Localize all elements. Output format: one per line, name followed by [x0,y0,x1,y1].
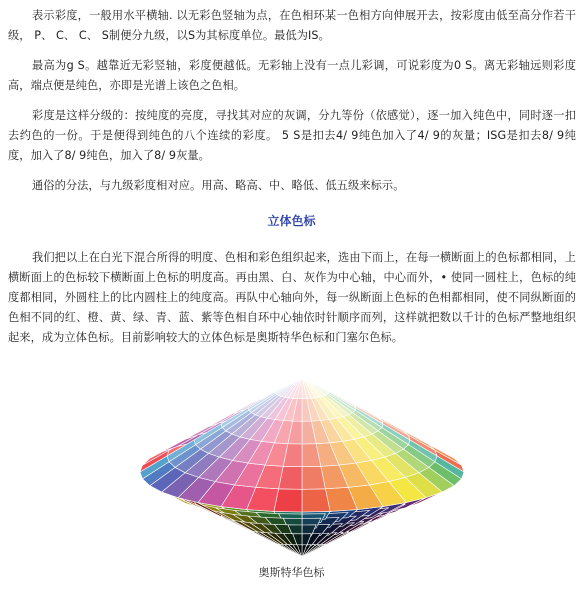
section-title: 立体色标 [267,214,316,228]
color-chip [302,489,330,512]
paragraph-five-levels: 通俗的分法，与九级彩度相对应。用高、略高、中、略低、低五级来标示。 [32,179,405,192]
paragraph-chroma-scale: 表示彩度，一般用水平横轴. 以无彩色竖轴为点，在色相环某一色相方向伸展开去，按彩度由低至高分作若干级， P、 C、 C、 S制便分九级，以S为其标度单位。最低为IS。 [8,9,576,42]
paragraph-color-solid: 我们把以上在白光下混合所得的明度、色相和彩色组织起来，选由下而上，在每一横断面上的色标都相同，上横断面上的色标较下横断面上色标的明度高。再由黑、白、灰作为中心轴，中心而外，• 使同一圆柱上，色标的纯度都相同，外圆柱上的比内圆柱上的纯度高。再队中心轴向外，每一纵断面上色标的色相都相同，使不同纵断面的色相不同的红、橙、黄、绿、青、蓝、紫等色相自环中心轴依时针顺序而列，这样就把数以千计的色标严整地组织起来，成为立体色标。目前影响较大的立体色标是奥斯特华色标和门塞尔色标。 [8,251,576,344]
figure-caption: 奥斯特华色标 [258,566,325,579]
paragraph-chroma-max: 最高为g S。越靠近无彩竖轴，彩度便越低。无彩轴上没有一点儿彩调，可说彩度为0 S。离无彩轴远则彩度高，端点便是纯色，亦即是光谱上该色之色相。 [8,59,576,92]
paragraph-chroma-grading: 彩度是这样分级的：按纯度的亮度，寻找其对应的灰调，分九等份（依感觉），逐一加入纯色中，同时逐一扣去约色的一份。于是便得到纯色的八个连续的彩度。 5 S是扣去4/ 9纯色加入了4/ 9的灰量；ISG是扣去8/ 9纯度，加入了8/ 9纯色，加入了8/ 9灰量。 [8,109,576,162]
ostwald-color-solid-image [137,374,467,560]
